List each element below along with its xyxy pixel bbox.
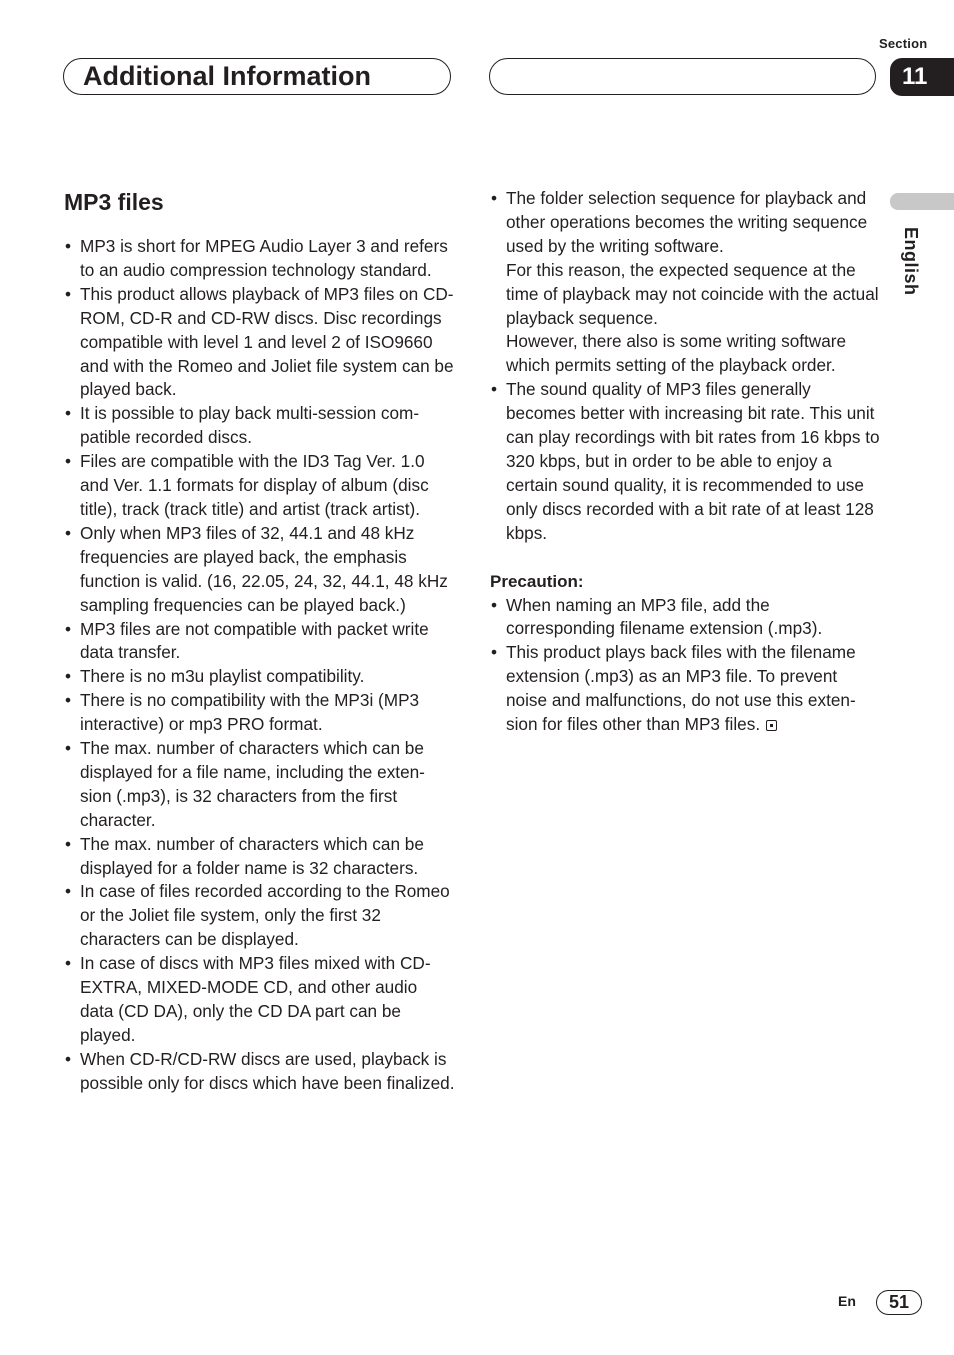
bullet-icon: • — [65, 236, 72, 256]
header-blank-box — [489, 58, 876, 95]
list-item-text: When CD-R/CD-RW discs are used, playback is possible only for discs which have been finalized. — [80, 1048, 455, 1093]
list-item — [63, 283, 455, 403]
list-item-text: MP3 files are not compatible with packet write data transfer. — [80, 618, 429, 663]
bullet-icon: • — [65, 738, 72, 759]
list-item — [63, 689, 455, 737]
list-item — [63, 952, 455, 1048]
list-item — [63, 522, 455, 618]
bullet-icon: • — [65, 666, 72, 687]
chapter-title: Additional Information — [83, 61, 371, 91]
right-column — [489, 187, 881, 737]
bullet-icon: • — [65, 881, 72, 902]
bullet-icon: • — [65, 451, 72, 472]
list-item-text: In case of files recorded according to the Romeo or the Joliet file system, only the first 32 characters can be displayed. — [80, 881, 450, 950]
list-item-text: MP3 is short for MPEG Audio Layer 3 and refers to an audio compression technology standard. — [80, 236, 448, 280]
list-item-text: The max. number of characters which can be displayed for a folder name is 32 characters. — [80, 833, 424, 878]
bullet-icon: • — [65, 690, 72, 711]
bullet-icon: • — [65, 1048, 72, 1069]
list-item — [63, 402, 455, 450]
list-item-text: Only when MP3 files of 32, 44.1 and 48 kHz frequencies are played back, the emphasis function is valid. (16, 22.05, 24, 32, 44.1, 48 kHz sampling frequencies can be played back.) — [80, 522, 448, 615]
page-number: 51 — [876, 1290, 922, 1315]
list-item — [63, 737, 455, 833]
precaution-list — [489, 594, 881, 737]
list-item — [63, 618, 455, 666]
mp3-notes-list — [63, 235, 455, 1096]
list-item — [63, 833, 455, 881]
bullet-icon: • — [65, 618, 72, 639]
bullet-icon: • — [65, 403, 72, 424]
list-item-text: This product plays back files with the filename extension (.mp3) as an MP3 file. To prevent noise and malfunctions, do not use this exten-sion for files other than MP3 files. — [506, 642, 856, 735]
bullet-icon: • — [491, 379, 498, 400]
bullet-icon: • — [491, 188, 498, 208]
language-tab-bar — [890, 193, 954, 210]
section-number-tab: 11 — [890, 58, 954, 96]
list-item-text: The folder selection sequence for playback and other operations becomes the writing sequence used by the writing software. — [506, 188, 868, 256]
list-item — [489, 187, 881, 378]
list-item-text: When naming an MP3 file, add the corresponding filename extension (.mp3). — [506, 594, 823, 639]
list-item — [63, 235, 455, 283]
list-item — [63, 880, 455, 952]
list-item — [63, 665, 455, 689]
language-label: English — [901, 227, 921, 296]
list-item — [489, 594, 881, 642]
bullet-icon: • — [65, 522, 72, 543]
bullet-icon: • — [491, 594, 498, 615]
left-column — [63, 187, 455, 1096]
precaution-heading: Precaution: — [490, 571, 584, 591]
chapter-title-box — [63, 58, 451, 95]
section-label: Section — [879, 36, 928, 51]
list-item-text: In case of discs with MP3 files mixed with CD-EXTRA, MIXED-MODE CD, and other audio data (CD DA), only the CD DA part can be played. — [80, 953, 431, 1045]
list-item-text: There is no compatibility with the MP3i (MP3 interactive) or mp3 PRO format. — [80, 690, 420, 735]
footer-language-code: En — [838, 1293, 856, 1309]
list-item — [63, 1048, 455, 1096]
list-item-text: It is possible to play back multi-session com-patible recorded discs. — [80, 403, 420, 448]
list-item — [63, 450, 455, 522]
list-item-text: However, there also is some writing software which permits setting of the playback order. — [506, 331, 847, 376]
list-item-text: There is no m3u playlist compatibility. — [80, 666, 365, 687]
bullet-icon: • — [65, 833, 72, 854]
end-of-section-icon — [766, 720, 777, 731]
list-item-text: Files are compatible with the ID3 Tag Ver. 1.0 and Ver. 1.1 formats for display of album (disc title), track (track title) and artist (track artist). — [80, 451, 429, 519]
bullet-icon: • — [65, 283, 72, 304]
bullet-icon: • — [65, 953, 72, 974]
list-item — [489, 641, 881, 737]
list-item-text: This product allows playback of MP3 files on CD-ROM, CD-R and CD-RW discs. Disc recordings compatible with level 1 and level 2 of ISO9660 and with the Romeo and Joliet file system can be played back. — [80, 283, 454, 400]
mp3-notes-list-continued — [489, 187, 881, 546]
bullet-icon: • — [491, 642, 498, 663]
list-item-text: The sound quality of MP3 files generally becomes better with increasing bit rate. This unit can play recordings with bit rates from 16 kbps to 320 kbps, but in order to be able to enjoy a certain sound quality, it is recommended to use only discs recorded with a bit rate of at least 128 kbps. — [506, 379, 880, 543]
section-heading: MP3 files — [64, 189, 164, 215]
list-item-text: For this reason, the expected sequence at the time of playback may not coincide with the actual playback sequence. — [506, 259, 879, 328]
list-item — [489, 378, 881, 545]
list-item-text: The max. number of characters which can be displayed for a file name, including the exten-sion (.mp3), is 32 characters from the first character. — [80, 738, 425, 830]
